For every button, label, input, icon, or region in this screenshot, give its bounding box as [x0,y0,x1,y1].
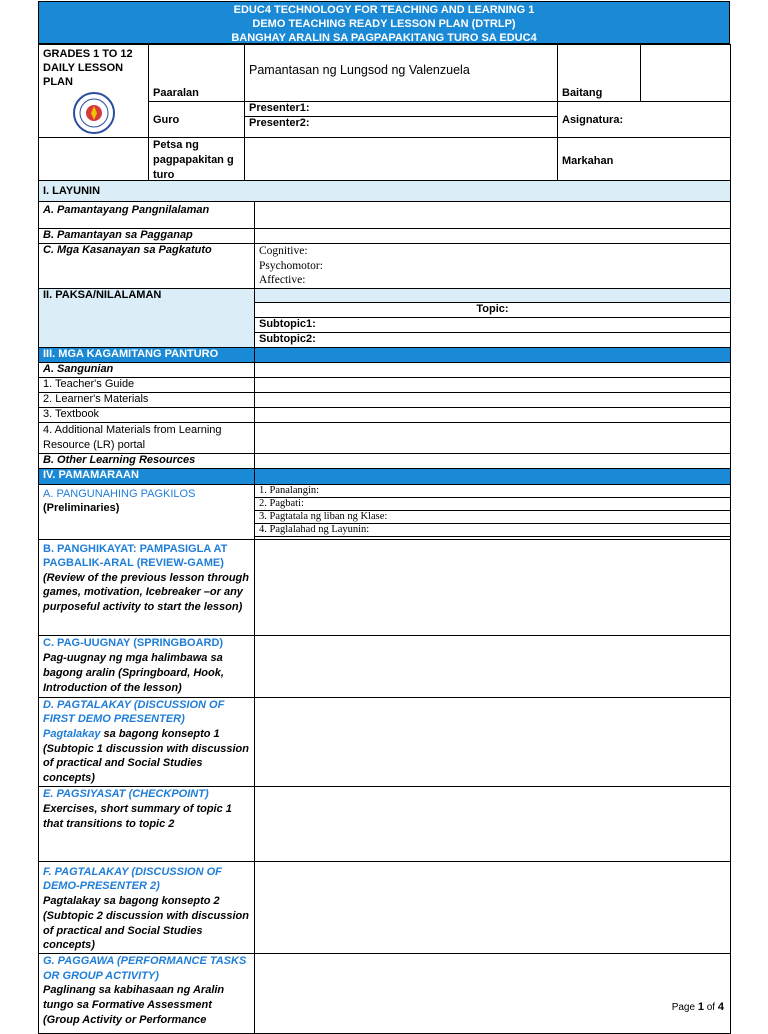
step-d-value[interactable] [255,697,731,786]
step-g-value[interactable] [255,953,731,1033]
step-a-title: A. PANGUNAHING PAGKILOS [43,487,196,500]
other-resources-value[interactable] [255,453,731,468]
teachers-guide-label: 1. Teacher's Guide [39,377,255,392]
step-d-word: Pagtalakay [43,727,101,740]
step-g-desc: Paglinang sa kabihasaan ng Aralin tungo sa Formative Assessment (Group Activity or Performance [43,984,225,1026]
step-c-desc: Pag-uugnay ng mga halimbawa sa bagong aralin (Springboard, Hook, Introduction of the lesson) [43,651,224,694]
pamantayan-pagganap-value[interactable] [255,229,731,244]
pamantayan-pagganap-label: B. Pamantayan sa Pagganap [39,229,255,244]
section-layunin: I. LAYUNIN [39,181,731,202]
section-pamamaraan: IV. PAMAMARAAN [39,468,255,484]
pamamaraan-blank [255,468,731,484]
page-footer [672,1001,724,1013]
learners-materials-value[interactable] [255,392,731,407]
step-c-value[interactable] [255,635,731,697]
section-kagamitan: III. MGA KAGAMITANG PANTURO [39,347,255,362]
footer-of-word: of [706,1002,716,1013]
paaralan-label: Paaralan [149,45,245,102]
step-g-label [39,953,255,1033]
sangunian-label: A. Sangunian [39,362,255,377]
step-a-item-2[interactable]: 2. Pagbati: [255,498,730,511]
asignatura-label: Asignatura: [558,102,731,138]
teachers-guide-value[interactable] [255,377,731,392]
learners-materials-label: 2. Learner's Materials [39,392,255,407]
affective-label: Affective: [259,274,306,286]
step-d-label [39,697,255,786]
step-a-label [39,484,255,539]
plan-label-cell [39,45,149,138]
paksa-blank [255,288,731,302]
pamantayang-value[interactable] [255,202,731,229]
sangunian-value[interactable] [255,362,731,377]
header-line-3: BANGHAY ARALIN SA PAGPAPAKITANG TURO SA EDUC4 [231,32,537,44]
section-paksa: II. PAKSA/NILALAMAN [39,288,255,347]
footer-current-page: 1 [697,1001,704,1013]
deped-seal-icon [72,91,116,135]
presenter2-label: Presenter2: [249,117,310,130]
step-a-item-4[interactable]: 4. Paglalahad ng Layunin: [255,524,730,537]
psychomotor-label: Psychomotor: [259,259,323,272]
baitang-value[interactable] [641,45,731,102]
lesson-plan-table [38,180,731,1034]
textbook-label: 3. Textbook [39,407,255,422]
step-b-label [39,539,255,635]
pamantayang-label: A. Pamantayang Pangnilalaman [39,202,255,229]
header-line-2: DEMO TEACHING READY LESSON PLAN (DTRLP) [252,18,516,30]
additional-materials-label: 4. Additional Materials from Learning Resource (LR) portal [39,422,255,453]
baitang-label: Baitang [558,45,641,102]
step-d-desc-wrap [43,727,250,786]
guro-label: Guro [149,102,245,138]
header-line-1: EDUC4 TECHNOLOGY FOR TEACHING AND LEARNING 1 [233,4,535,16]
kasanayan-value[interactable] [255,244,731,289]
document-header [38,1,730,44]
kagamitan-blank [255,347,731,362]
topic-label: Topic: [255,302,731,317]
step-e-desc: Exercises, short summary of topic 1 that transitions to topic 2 [43,802,232,830]
step-e-value[interactable] [255,786,731,861]
step-f-label [39,861,255,953]
step-a-item-3[interactable]: 3. Pagtatala ng liban ng Klase: [255,511,730,524]
other-resources-label: B. Other Learning Resources [39,453,255,468]
step-b-desc: (Review of the previous lesson through games, motivation, Icebreaker –or any purposeful activity to start the lesson) [43,571,249,613]
step-c-label [39,635,255,697]
step-f-desc: Pagtalakay sa bagong konsepto 2 (Subtopic 2 discussion with discussion of practical and Social Studies concepts) [43,895,249,952]
step-b-title: B. PANGHIKAYAT: PAMPASIGLA AT PAGBALIK-ARAL (REVIEW-GAME) [43,542,228,569]
footer-page-word: Page [671,1002,696,1013]
step-d-desc: sa bagong konsepto 1 (Subtopic 1 discussion with discussion of practical and Social Studies concepts) [43,727,249,785]
step-a-item-1[interactable]: 1. Panalangin: [255,485,730,498]
petsa-value[interactable] [245,138,558,184]
kasanayan-label: C. Mga Kasanayan sa Pagkatuto [39,244,255,289]
school-name: Pamantasan ng Lungsod ng Valenzuela [245,45,558,102]
cognitive-label: Cognitive: [259,245,308,257]
subtopic2-label: Subtopic2: [255,332,731,347]
step-f-title: F. PAGTALAKAY (DISCUSSION OF DEMO-PRESENTER 2) [43,865,222,893]
blank-cell [39,138,149,184]
markahan-label: Markahan [558,138,731,184]
subtopic1-label: Subtopic1: [255,317,731,332]
footer-total-pages: 4 [717,1001,724,1013]
plan-label: GRADES 1 TO 12 DAILY LESSON PLAN [43,48,133,88]
step-e-title: E. PAGSIYASAT (CHECKPOINT) [43,787,209,800]
step-c-title: C. PAG-UUGNAY (SPRINGBOARD) [43,636,224,649]
step-a-items [255,484,731,539]
textbook-value[interactable] [255,407,731,422]
additional-materials-value[interactable] [255,422,731,453]
step-a-subtitle: (Preliminaries) [43,501,120,514]
presenters-cell [245,102,558,138]
step-e-label [39,786,255,861]
petsa-label: Petsa ng pagpapakitan g turo [149,138,245,184]
step-d-title: D. PAGTALAKAY (DISCUSSION OF FIRST DEMO PRESENTER) [43,698,225,726]
step-g-title: G. PAGGAWA (PERFORMANCE TASKS OR GROUP ACTIVITY) [43,954,247,982]
step-b-value[interactable] [255,539,731,635]
presenter1-label: Presenter1: [245,102,557,117]
step-f-value[interactable] [255,861,731,953]
info-table [38,44,731,198]
